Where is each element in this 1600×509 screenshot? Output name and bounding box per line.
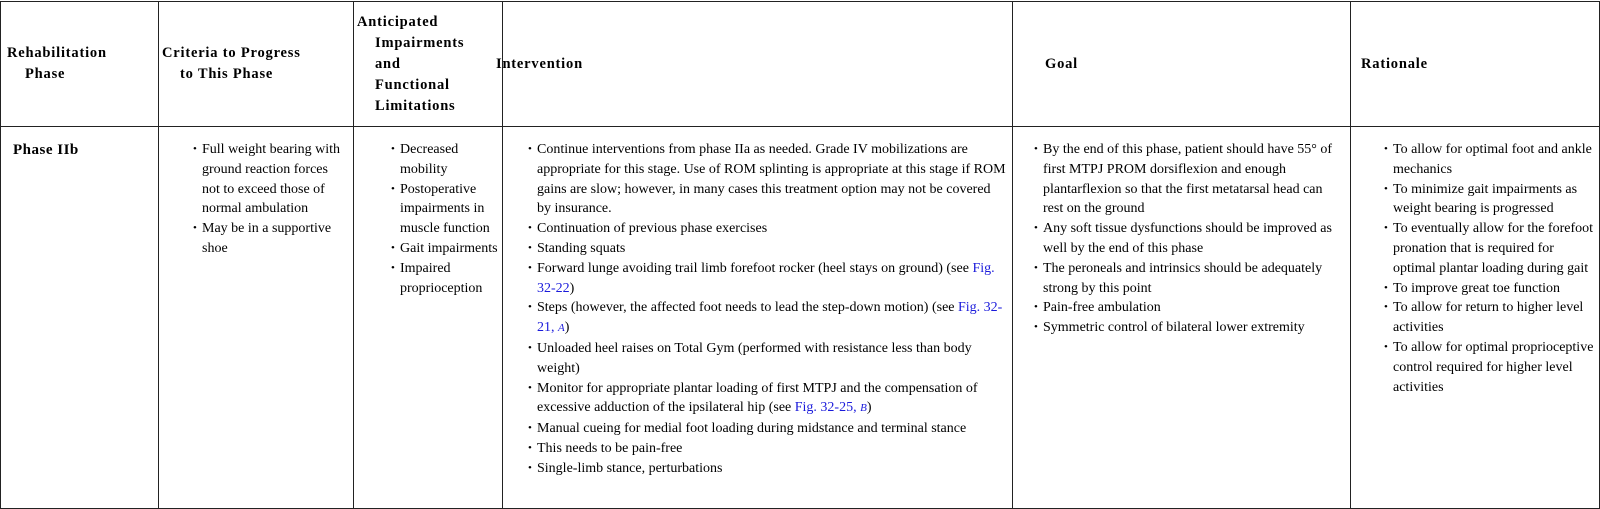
list-item: • To improve great toe function xyxy=(1385,279,1595,299)
list-item: • To minimize gait impairments as weight bearing is progressed xyxy=(1385,180,1595,220)
header-goal xyxy=(1013,2,1351,127)
item-text: Single-limb stance, perturbations xyxy=(537,460,723,476)
intervention-item xyxy=(529,259,1008,299)
list-item: • Impaired proprioception xyxy=(392,259,500,299)
phase-cell xyxy=(1,127,159,509)
intervention-item xyxy=(529,298,1008,339)
rationale-cell xyxy=(1351,127,1600,509)
header-phase xyxy=(1,2,159,127)
header-line: and xyxy=(375,55,401,72)
intervention-item xyxy=(529,379,1008,420)
list-item: • Pain-free ambulation xyxy=(1035,298,1344,318)
item-text: Steps (however, the affected foot needs to lead the step-down motion) (see xyxy=(537,300,958,316)
header-row xyxy=(1,2,1600,127)
intervention-list xyxy=(529,140,1008,479)
rehab-table xyxy=(0,1,1600,509)
intervention-item xyxy=(529,239,1008,259)
criteria-list xyxy=(194,140,347,259)
header-rationale xyxy=(1351,2,1600,127)
list-item: • To eventually allow for the forefoot pronation that is required for optimal plantar loading during gait xyxy=(1385,219,1595,278)
item-text: Standing squats xyxy=(537,240,626,256)
header-criteria xyxy=(159,2,354,127)
header-line: Impairments xyxy=(375,34,465,51)
rationale-list xyxy=(1385,140,1595,397)
list-item: • Any soft tissue dysfunctions should be improved as well by the end of this phase xyxy=(1035,219,1344,259)
list-item: • To allow for optimal proprioceptive control required for higher level activities xyxy=(1385,338,1595,397)
intervention-item xyxy=(529,339,1008,379)
header-intervention xyxy=(496,2,1013,127)
header-line: to This Phase xyxy=(180,66,274,82)
intervention-item xyxy=(529,419,1008,439)
item-text: Unloaded heel raises on Total Gym (performed with resistance less than body weight) xyxy=(537,340,972,376)
header-line: Anticipated xyxy=(357,13,439,30)
intervention-item xyxy=(529,459,1008,479)
header-line: Phase xyxy=(25,66,66,82)
header-text: Intervention xyxy=(496,55,583,72)
intervention-cell xyxy=(503,127,1013,509)
list-item: • By the end of this phase, patient should have 55° of first MTPJ PROM dorsiflexion and enough plantarflexion so that the first metatarsal head can rest on the ground xyxy=(1035,140,1344,219)
goal-cell xyxy=(1013,127,1351,509)
list-item: • Symmetric control of bilateral lower extremity xyxy=(1035,318,1344,338)
list-item: • The peroneals and intrinsics should be adequately strong by this point xyxy=(1035,259,1344,299)
header-line: Functional xyxy=(375,76,450,93)
list-item: • Gait impairments xyxy=(392,239,500,259)
item-text: Continue interventions from phase IIa as needed. Grade IV mobilizations are appropriate for this stage. Use of ROM splinting is appropriate at this stage if ROM gains are slow; however, in many cases this treatment option may not be covered by insurance. xyxy=(537,142,1006,217)
intervention-item xyxy=(529,219,1008,239)
criteria-cell xyxy=(159,127,354,509)
intervention-item xyxy=(529,439,1008,459)
goal-list xyxy=(1035,140,1344,338)
header-impairments xyxy=(354,2,503,127)
item-text: Forward lunge avoiding trail limb forefoot rocker (heel stays on ground) (see xyxy=(537,260,973,276)
figure-panel-letter[interactable]: A xyxy=(558,322,565,335)
item-text: ) xyxy=(564,320,570,336)
phase-name: Phase IIb xyxy=(13,142,79,158)
figure-link-text[interactable]: Fig. 32-25, xyxy=(794,400,861,416)
item-text: Continuation of previous phase exercises xyxy=(537,221,768,237)
figure-link[interactable] xyxy=(795,400,867,415)
list-item: • To allow for optimal foot and ankle mechanics xyxy=(1385,140,1595,180)
list-item: • Decreased mobility xyxy=(392,140,500,180)
header-line: Limitations xyxy=(375,97,456,114)
header-text: Goal xyxy=(1045,55,1079,72)
item-text: This needs to be pain-free xyxy=(537,440,683,456)
header-line: Rehabilitation xyxy=(7,45,107,61)
intervention-item xyxy=(529,140,1008,219)
list-item: • Postoperative impairments in muscle function xyxy=(392,180,500,239)
list-item: • Full weight bearing with ground reaction forces not to exceed those of normal ambulation xyxy=(194,140,347,219)
header-line: Criteria to Progress xyxy=(162,45,301,61)
list-item: • To allow for return to higher level activities xyxy=(1385,298,1595,338)
item-text: ) xyxy=(866,400,872,416)
figure-panel-letter[interactable]: B xyxy=(860,402,867,415)
item-text: ) xyxy=(569,280,575,296)
list-item: • May be in a supportive shoe xyxy=(194,219,347,259)
table-row xyxy=(1,127,1600,509)
item-text: Manual cueing for medial foot loading during midstance and terminal stance xyxy=(537,421,967,437)
figure-link-text[interactable]: Fig. 32-21, xyxy=(537,300,1003,336)
item-text: Monitor for appropriate plantar loading of first MTPJ and the compensation of excessive adduction of the ipsilateral hip (see xyxy=(537,380,978,416)
impairments-list xyxy=(392,140,500,298)
impairments-cell xyxy=(354,127,503,509)
figure-link-text[interactable]: Fig. 32-22 xyxy=(537,260,995,296)
header-text: Rationale xyxy=(1361,55,1428,72)
